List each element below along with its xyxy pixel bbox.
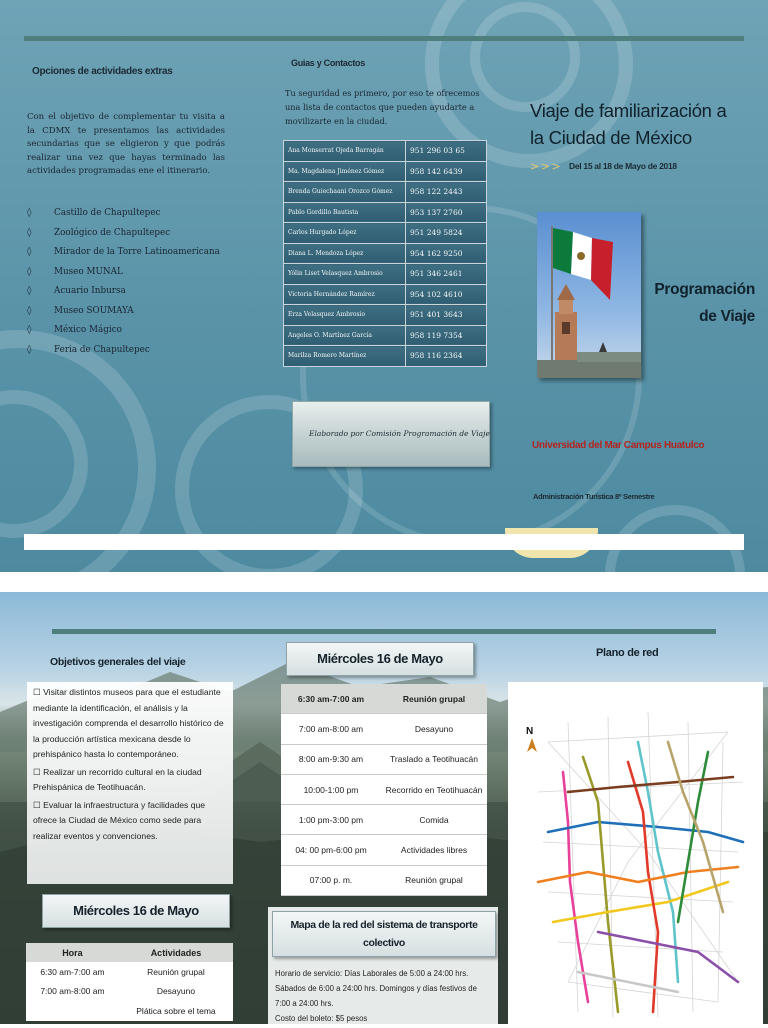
table-row [284,346,487,367]
elaborado-text: Elaborado por Comisión Programación de Viaje [309,429,490,438]
table-row [281,684,487,714]
list-item: ◊ México Mágico [27,325,122,335]
day2-schedule-table [26,943,233,1021]
schedule-time [26,1001,119,1021]
schedule-time: 6:30 am-7:00 am [281,684,381,714]
contacts-table [283,140,487,367]
day2-title-box [42,894,230,928]
contact-name: Carlos Hurgado López [284,223,406,244]
table-row [284,223,487,244]
column-header-actividades: Actividades [119,943,233,962]
list-item: ◊ Acuario Inbursa [27,286,126,296]
metro-line [538,867,738,882]
checkbox-icon: ☐ [33,766,41,777]
top-rule [24,36,744,41]
schedule-time: 1:00 pm-3:00 pm [281,805,381,835]
table-row [284,141,487,162]
table-row [284,202,487,223]
table-row [284,264,487,285]
decor-ring [470,2,580,112]
diamond-bullet-icon: ◊ [27,286,32,296]
column-header-hora: Hora [26,943,119,962]
day1-title-box [286,642,474,676]
schedule-time: 8:00 am-9:30 am [281,744,381,774]
schedule-time: 04: 00 pm-6:00 pm [281,835,381,865]
horario-text: Horario de servicio: Días Laborales de 5:00 a 24:00 hrs. Sábados de 6:00 a 24:00 hrs. Domingos y días festivos de 7:00 a 24:00 hrs. Costo del boleto: $5 pesos [275,969,477,1023]
objetivo-item: ☐ Visitar distintos museos para que el estudiante mediante la identificación, el análisis y la investigación comprenda el desarrollo histórico de la producción artística mexicana desde lo prehispánico hasta lo contemporáneo. [33,687,224,759]
metro-network-map [508,682,763,1024]
north-label: N [526,726,534,737]
guias-body: Tu seguridad es primero, por eso te ofrecemos una lista de contactos que pueden ayudarte a movilizarte en la ciudad. [285,88,480,126]
table-row [26,982,233,1002]
guias-title: Guias y Contactos [291,58,365,68]
list-item: ◊ Feria de Chapultepec [27,344,150,355]
schedule-activity: Reunión grupal [119,962,233,982]
contact-name: Erza Velasquez Ambrosio [284,305,406,326]
table-row [284,325,487,346]
metro-line [553,882,728,922]
diamond-bullet-icon: ◊ [27,247,32,257]
objetivo-item: ☐ Evaluar la infraestructura y facilidades que ofrece la Ciudad de México como sede para realizar eventos y convenciones. [33,799,206,841]
diamond-bullet-icon: ◊ [27,208,32,218]
table-row [281,774,487,804]
table-row [281,744,487,774]
schedule-activity: Plática sobre el tema [119,1001,233,1021]
schedule-activity: Reunión grupal [381,865,487,895]
table-row [284,243,487,264]
list-item: ◊ Mirador de la Torre Latinoamericana [27,247,220,257]
checkbox-icon: ☐ [33,687,41,697]
diamond-bullet-icon: ◊ [27,305,32,316]
cover-dates: Del 15 al 18 de Mayo de 2018 [569,161,677,171]
contact-phone: 954 102 4610 [406,284,487,305]
diamond-bullet-icon: ◊ [27,266,32,277]
schedule-activity: Reunión grupal [381,684,487,714]
day1-title: Miércoles 16 de Mayo [317,651,443,666]
table-row [284,305,487,326]
program-name: Administración Turística 8º Semestre [533,492,655,501]
contact-phone: 951 296 03 65 [406,141,487,162]
plano-title: Plano de red [596,647,659,659]
table-row [26,962,233,982]
contact-name: Victoria Hernández Ramírez [284,284,406,305]
elaborado-box [292,401,490,467]
contact-phone: 951 346 2461 [406,264,487,285]
table-row [284,161,487,182]
opciones-list [27,207,227,363]
contact-name: Yólin Liset Velasquez Ambrosio [284,264,406,285]
metro-line [578,972,678,992]
opciones-body: Con el objetivo de complementar tu visita a la CDMX te presentamos las actividades secundarias que se eligieron y que podrás realizar una vez que hayas terminado las actividades programadas ene el itinerario. [27,112,225,177]
metro-map-icon [508,682,763,1024]
contact-name: Diana L. Mendoza López [284,243,406,264]
schedule-activity: Comida [381,805,487,835]
day2-title: Miércoles 16 de Mayo [73,903,199,918]
schedule-activity: Recorrido en Teotihuacán [381,774,487,804]
contact-phone: 953 137 2760 [406,202,487,223]
opciones-title: Opciones de actividades extras [32,66,173,77]
table-row [284,182,487,203]
day1-schedule-table [281,684,487,896]
table-row [281,714,487,744]
contact-phone: 958 142 6439 [406,161,487,182]
table-row [281,805,487,835]
bottom-strip [24,534,744,550]
contact-name: Brenda Guiechaani Orozco Gómez [284,182,406,203]
cover-title: Viaje de familiarización a la Ciudad de México [530,100,727,148]
mapa-title-box [272,911,496,957]
metro-line [668,742,723,912]
arrows-icon: > > > [530,160,560,173]
objetivos-box [27,682,233,884]
contact-phone: 954 162 9250 [406,243,487,264]
diamond-bullet-icon: ◊ [27,344,32,355]
mapa-title: Mapa de la red del sistema de transporte colectivo [290,919,478,949]
contact-name: Ana Monserrat Ojeda Barragán [284,141,406,162]
contact-name: Angeles O. Martínez García [284,325,406,346]
contact-name: Marilza Romero Martínez [284,346,406,367]
schedule-activity: Actividades libres [381,835,487,865]
schedule-time: 7:00 am-8:00 am [281,714,381,744]
contact-phone: 951 401 3643 [406,305,487,326]
contact-phone: 958 116 2364 [406,346,487,367]
schedule-activity: Desayuno [119,982,233,1002]
checkbox-icon: ☐ [33,799,41,810]
program-title: Programación de Viaje [654,281,755,325]
contact-phone: 958 122 2443 [406,182,487,203]
table-row [281,835,487,865]
bottom-rule [52,629,716,634]
list-item: ◊ Museo SOUMAYA [27,305,134,316]
schedule-activity: Desayuno [381,714,487,744]
list-item: ◊ Zoológico de Chapultepec [27,227,171,238]
schedule-time: 07:00 p. m. [281,865,381,895]
table-row [26,1001,233,1021]
table-row [284,284,487,305]
north-arrow-icon [527,738,537,752]
list-item: ◊ Museo MUNAL [27,266,123,277]
objetivos-title: Objetivos generales del viaje [50,656,186,668]
contact-phone: 951 249 5824 [406,223,487,244]
schedule-time: 6:30 am-7:00 am [26,962,119,982]
contact-phone: 958 119 7354 [406,325,487,346]
contact-name: Pablo Gordillo Bautista [284,202,406,223]
metro-line [598,932,738,982]
objetivo-item: ☐ Realizar un recorrido cultural en la ciudad Prehispánica de Teotihuacán. [33,766,202,792]
diamond-bullet-icon: ◊ [27,227,32,238]
schedule-time: 7:00 am-8:00 am [26,982,119,1002]
schedule-time: 10:00-1:00 pm [281,774,381,804]
table-row [281,865,487,895]
diamond-bullet-icon: ◊ [27,325,32,335]
university-name: Universidad del Mar Campus Huatulco [532,440,705,451]
contact-name: Ma. Magdalena Jiménez Gómez [284,161,406,182]
schedule-activity: Traslado a Teotihuacán [381,744,487,774]
list-item: ◊ Castillo de Chapultepec [27,208,161,218]
